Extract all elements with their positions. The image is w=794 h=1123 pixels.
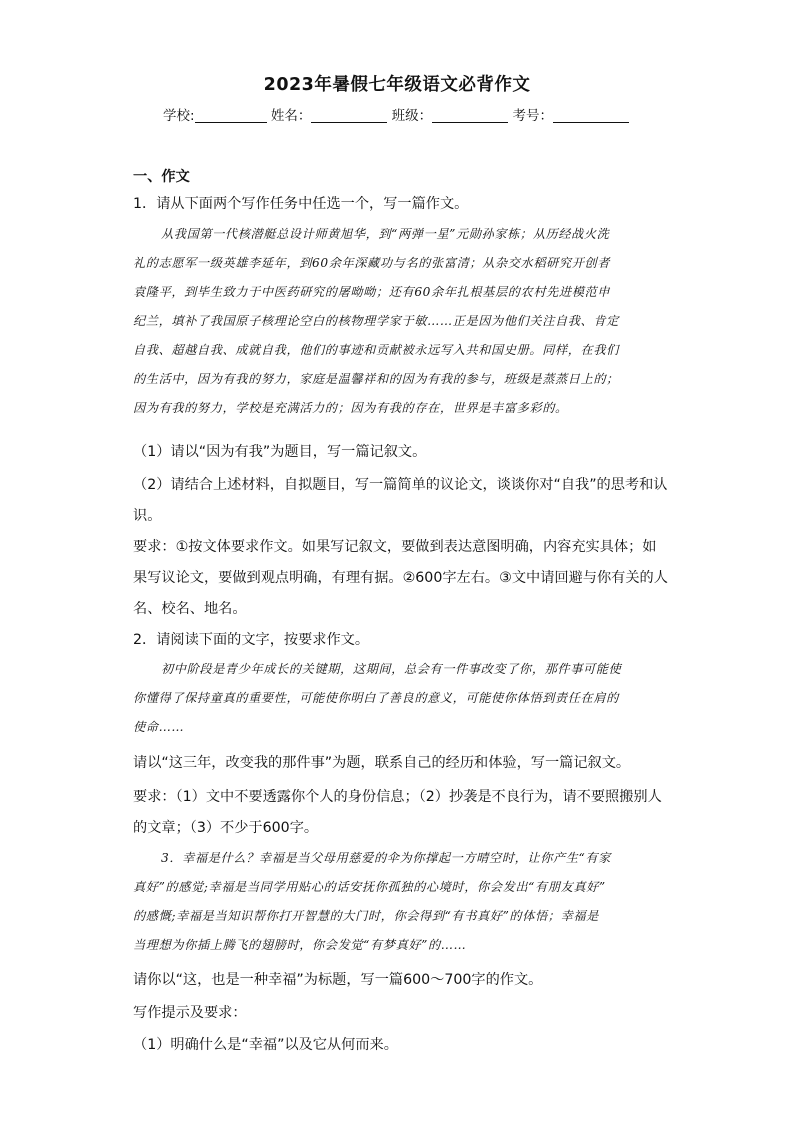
writing-hint-1: （1）明确什么是“幸福”以及它从何而来。: [133, 1037, 398, 1053]
material-1-line: 礼的志愿军一级英雄李延年，到60余年深藏功与名的张富清；从杂交水稻研究开创者: [133, 256, 611, 270]
requirements-2: 要求：（1）文中不要透露你个人的身份信息；（2）抄袭是不良行为，请不要照搬别人: [133, 789, 662, 805]
requirements-2: 的文章；（3）不少于600字。: [133, 820, 319, 836]
task-1-prompt: 1．请从下面两个写作任务中任选一个，写一篇作文。: [133, 196, 469, 212]
material-1-line: 袁隆平，到毕生致力于中医药研究的屠呦呦；还有60余年扎根基层的农村先进模范申: [133, 285, 611, 299]
material-3-line: 的感慨;幸福是当知识帮你打开智慧的大门时，你会得到“有书真好”的体悟；幸福是: [133, 909, 599, 923]
material-1-line: 因为有我的努力，学校是充满活力的；因为有我的存在，世界是丰富多彩的。: [133, 401, 568, 415]
task-2-instruction: 请以“这三年，改变我的那件事”为题，联系自己的经历和体验，写一篇记叙文。: [133, 755, 631, 771]
material-1-line: 的生活中，因为有我的努力，家庭是温馨祥和的因为有我的参与，班级是蒸蒸日上的；: [133, 372, 619, 386]
name-label: 姓名：: [270, 108, 312, 124]
material-3-line: 3．幸福是什么？幸福是当父母用慈爱的伞为你撑起一方晴空时，让你产生“有家: [161, 851, 611, 865]
material-1-line: 纪兰，填补了我国原子核理论空白的核物理学家于敏……正是因为他们关注自我、肯定: [133, 314, 619, 328]
name-blank[interactable]: [311, 108, 387, 123]
option-2: （2）请结合上述材料，自拟题目，写一篇简单的议论文，谈谈你对“自我”的思考和认: [133, 477, 668, 493]
school-label: 学校:: [163, 108, 195, 124]
option-2-cont: 识。: [133, 508, 162, 524]
requirements-1: 要求：①按文体要求作文。如果写记叙文，要做到表达意图明确，内容充实具体；如: [133, 539, 657, 555]
document-title: 2023年暑假七年级语文必背作文: [263, 75, 531, 95]
material-3-line: 真好”的感觉;幸福是当同学用贴心的话安抚你孤独的心境时，你会发出“有朋友真好”: [133, 880, 606, 894]
material-2-line: 你懂得了保持童真的重要性，可能使你明白了善良的意义，可能使你体悟到责任在肩的: [133, 691, 619, 705]
exam-no-blank[interactable]: [553, 108, 629, 123]
material-2-line: 初中阶段是青少年成长的关键期，这期间，总会有一件事改变了你，那件事可能使: [161, 662, 622, 676]
writing-hints-heading: 写作提示及要求：: [133, 1005, 247, 1021]
option-1: （1）请以“因为有我”为题目，写一篇记叙文。: [133, 444, 427, 460]
class-blank[interactable]: [432, 108, 508, 123]
material-1-line: 自我、超越自我、成就自我，他们的事迹和贡献被永远写入共和国史册。同样，在我们: [133, 343, 619, 357]
material-3-line: 当理想为你插上腾飞的翅膀时，你会发觉“有梦真好”的……: [133, 938, 467, 952]
student-info-row: [163, 104, 629, 124]
exam-no-label: 考号：: [512, 108, 553, 124]
class-label: 班级：: [391, 108, 433, 124]
requirements-1: 果写议论文，要做到观点明确，有理有据。②600字左右。③文中请回避与你有关的人: [133, 570, 668, 586]
school-blank[interactable]: [195, 108, 267, 123]
requirements-1: 名、校名、地名。: [133, 601, 247, 617]
material-2-line: 使命……: [133, 720, 185, 734]
material-1-line: 从我国第一代核潜艇总设计师黄旭华，到“两弹一星”元勋孙家栋；从历经战火洗: [161, 227, 610, 241]
section-heading: 一、作文: [133, 169, 190, 185]
task-2-prompt: 2．请阅读下面的文字，按要求作文。: [133, 632, 370, 648]
task-3-instruction: 请你以“这，也是一种幸福”为标题，写一篇600～700字的作文。: [133, 972, 543, 988]
